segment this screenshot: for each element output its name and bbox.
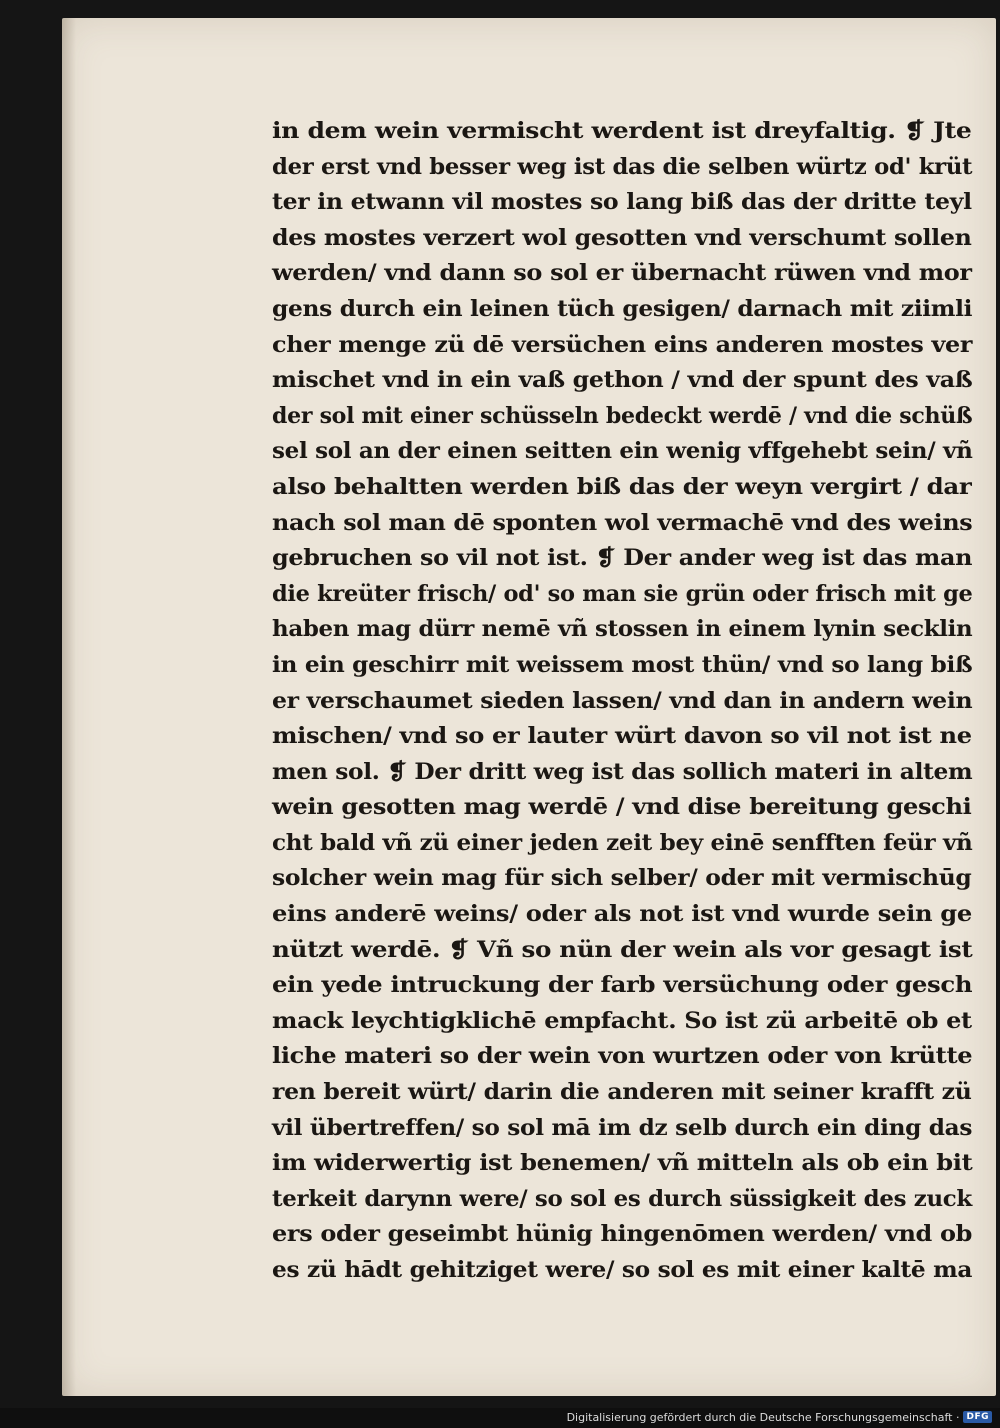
credit-text: Digitalisierung gefördert durch die Deutsche Forschungsgemeinschaft · [566, 1410, 960, 1424]
text-block [272, 114, 972, 1289]
text-line: cher menge zü dē versüchen eins anderen mostes ver [272, 331, 973, 358]
book-page [62, 18, 996, 1396]
text-line: nützt werdē. ❡ Vñ so nün der wein als vor gesagt ist [272, 936, 973, 963]
text-line: werden/ vnd dann so sol er übernacht rüwen vnd mor [272, 260, 972, 287]
text-line: eins anderē weins/ oder als not ist vnd wurde sein ge [272, 901, 972, 928]
text-line: ren bereit würt/ darin die anderen mit seiner krafft zü [272, 1079, 972, 1106]
text-line: also behaltten werden biß das der weyn vergirt / dar [272, 473, 972, 500]
text-line: gens durch ein leinen tüch gesigen/ darnach mit ziimli [272, 295, 973, 322]
text-line: haben mag dürr nemē vñ stossen in einem lynin secklin [272, 616, 973, 643]
dfg-logo-icon: DFG [963, 1411, 992, 1423]
text-line: mischet vnd in ein vaß gethon / vnd der spunt des vaß [272, 367, 973, 394]
text-line: vil übertreffen/ so sol mā im dz selb durch ein ding das [272, 1114, 973, 1141]
text-line: er verschaumet sieden lassen/ vnd dan in andern wein [272, 687, 973, 714]
text-line: sel sol an der einen seitten ein wenig vffgehebt sein/ vñ [272, 438, 973, 465]
text-line: nach sol man dē sponten wol vermachē vnd des weins [272, 509, 973, 536]
text-line: men sol. ❡ Der dritt weg ist das sollich materi in altem [272, 758, 973, 785]
text-line: terkeit darynn were/ so sol es durch süssigkeit des zuck [272, 1185, 972, 1212]
text-line: ein yede intruckung der farb versüchung oder gesch [272, 972, 973, 999]
text-line: der sol mit einer schüsseln bedeckt werdē / vnd die schüß [272, 402, 973, 429]
text-line: die kreüter frisch/ od' so man sie grün oder frisch mit ge [272, 580, 973, 607]
text-line: mack leychtigklichē empfacht. So ist zü arbeitē ob et [272, 1007, 972, 1034]
text-line: in dem wein vermischt werdent ist dreyfaltig. ❡ Jte [272, 118, 972, 144]
text-line: solcher wein mag für sich selber/ oder mit vermischūg [272, 865, 972, 892]
text-line: ers oder geseimbt hünig hingenōmen werden/ vnd ob [272, 1221, 973, 1248]
text-line: cht bald vñ zü einer jeden zeit bey einē senfften feür vñ [272, 829, 973, 856]
text-line: ter in etwann vil mostes so lang biß das der dritte teyl [272, 189, 972, 216]
text-line: es zü hādt gehitziget were/ so sol es mit einer kaltē ma [272, 1257, 973, 1283]
text-line: des mostes verzert wol gesotten vnd verschumt sollen [272, 224, 972, 251]
text-line: wein gesotten mag werdē / vnd dise bereitung geschi [272, 794, 972, 821]
text-line: in ein geschirr mit weissem most thün/ vnd so lang biß [272, 651, 973, 678]
text-line: der erst vnd besser weg ist das die selben würtz od' krüt [272, 153, 973, 180]
text-line: liche materi so der wein von wurtzen oder von krütte [272, 1043, 973, 1070]
text-line: im widerwertig ist benemen/ vñ mitteln als ob ein bit [272, 1150, 973, 1177]
text-line: gebruchen so vil not ist. ❡ Der ander weg ist das man [272, 545, 973, 572]
digitization-credit [567, 1408, 992, 1426]
text-line: mischen/ vnd so er lauter würt davon so vil not ist ne [272, 723, 972, 750]
